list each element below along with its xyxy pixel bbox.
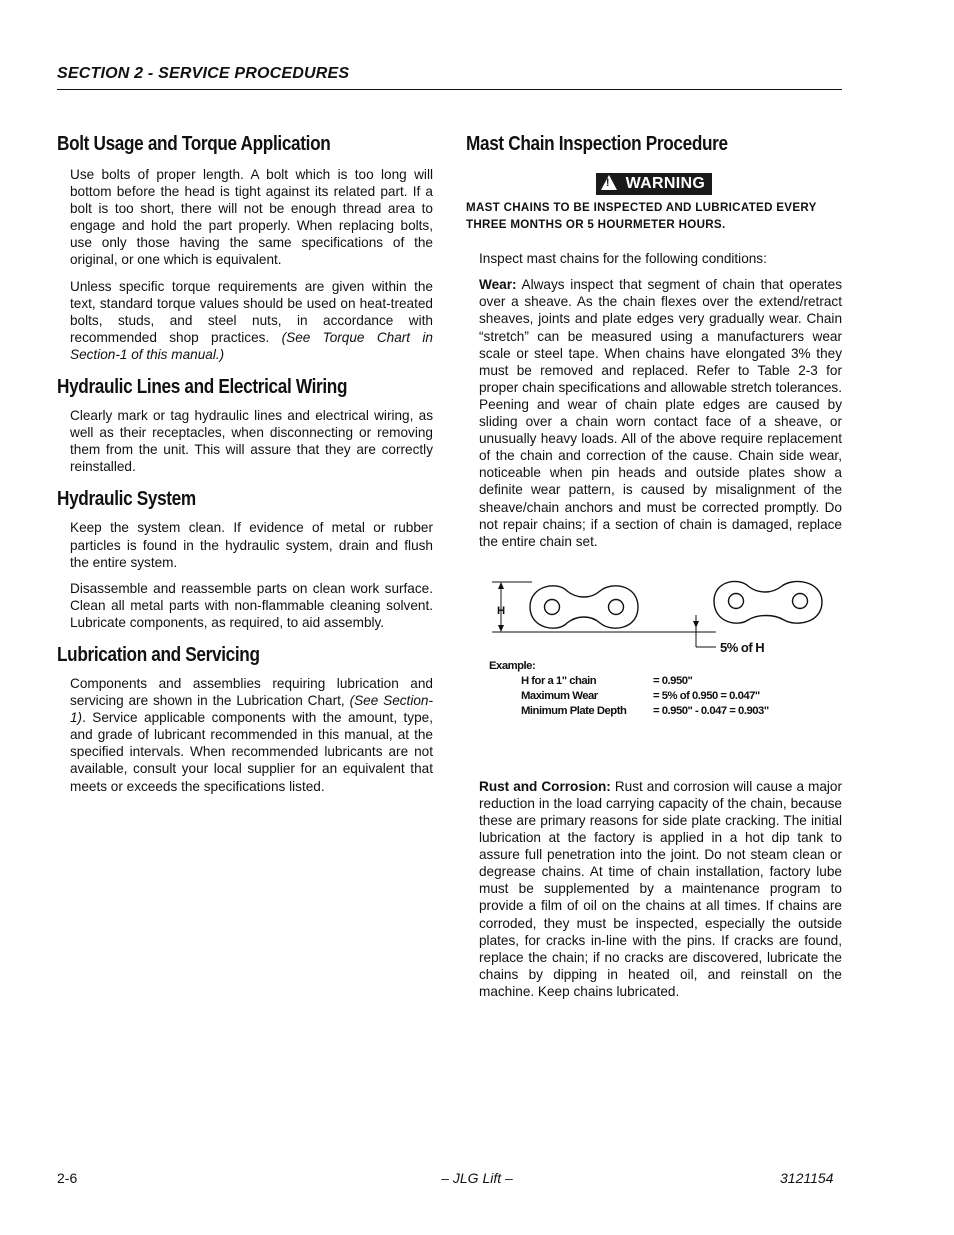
rust-paragraph [466, 778, 842, 1000]
header-rule [57, 89, 842, 90]
pin-hole-icon [609, 599, 624, 614]
h-label: H [497, 604, 505, 617]
heading-hydraulic-system: Hydraulic System [57, 488, 196, 511]
lubrication-text-b: . Service applicable components with the amount, type, and grade of lubricant recommended in this manual, at the specified intervals. When recommended lubricants are not available, consult your local supplier for an equivalent that meets or exceeds the specifications listed. [70, 710, 433, 794]
bolt-paragraph-2-text: Unless specific torque requirements are given within the text, standard torque values should be used on heat-treated bolts, studs, and steel nuts, in accordance with recommended shop practices. [70, 278, 433, 345]
chain-link-diagram [466, 577, 842, 672]
lubrication-paragraph [57, 675, 433, 795]
heading-bolt-usage: Bolt Usage and Torque Application [57, 133, 331, 155]
inspection-intro: Inspect mast chains for the following conditions: [479, 251, 767, 267]
pin-hole-icon [729, 593, 744, 608]
example-row-value: = 0.950" - 0.047 = 0.903" [653, 704, 769, 717]
warning-text: MAST CHAINS TO BE INSPECTED AND LUBRICATED EVERY THREE MONTHS OR 5 HOURMETER HOURS. [466, 201, 817, 231]
heading-hydraulic-lines: Hydraulic Lines and Electrical Wiring [57, 376, 348, 399]
rust-text: Rust and corrosion will cause a major reduction in the load carrying capacity of the chain, because these are primary reasons for side plate cracking. The initial lubrication at the factory is applied in a hot dip tank to assure full penetration into the joint. Do not steam clean or degrease chains. At time of chain installation, factory lube must be supplemented by a maintenance program to provide a film of oil on the chains at all times. If chains are corroded, they must be inspected, especially the outside plates, for cracks in-line with the pins. If cracks are found, replace the chain; if no cracks are discovered, lubricate the chains by dipping in heated oil, and reinstall on the machine. Keep chains lubricated. [479, 778, 843, 999]
footer-doc-number: 3121154 [780, 1170, 834, 1186]
heading-mast-chain: Mast Chain Inspection Procedure [466, 133, 728, 155]
hydraulic-system-paragraph-2: Disassemble and reassemble parts on clean work surface. Clean all metal parts with non-flammable cleaning solvent. Lubricate components, as required, to aid assembly. [70, 580, 433, 630]
torque-chart-reference: (See Torque Chart in Section-1 of this manual.) [70, 329, 433, 362]
lubrication-text-a: Components and assemblies requiring lubrication and servicing are shown in the Lubrication Chart, [70, 675, 433, 709]
section-header-title: SECTION 2 - SERVICE PROCEDURES [57, 65, 350, 82]
footer-page-number: 2-6 [57, 1170, 78, 1186]
bolt-paragraph-1: Use bolts of proper length. A bolt which is too long will bottom before the head is tight against its related part. If a bolt is too short, there will not be enough thread area to engage and hold the part properly. When replacing bolts, use only those having the same specifications of the original, or one which is equivalent. [70, 167, 433, 268]
example-row-value: = 0.950" [653, 674, 693, 687]
example-row-value: = 5% of 0.950 = 0.047" [653, 689, 760, 702]
h-arrow-top [498, 582, 504, 589]
rust-label: Rust and Corrosion: [479, 778, 611, 794]
hydraulic-lines-paragraph: Clearly mark or tag hydraulic lines and electrical wiring, as well as their receptacles, when disconnecting or removing them from the unit. This will assure that they are correctly reinstalled. [70, 408, 433, 475]
footer-brand: – JLG Lift – [441, 1170, 513, 1186]
chain-wear-figure [466, 577, 842, 757]
h-arrow-bottom [498, 625, 504, 632]
chain-link-worn [714, 581, 822, 623]
heading-lubrication: Lubrication and Servicing [57, 643, 260, 666]
wear-arrow [693, 621, 699, 628]
example-row-label: Minimum Plate Depth [521, 704, 627, 717]
pin-hole-icon [545, 599, 560, 614]
warning-triangle-icon: ! [601, 175, 617, 190]
chain-link-new [530, 586, 638, 628]
hydraulic-system-paragraph-1: Keep the system clean. If evidence of metal or rubber particles is found in the hydraulic system, drain and flush the entire system. [70, 520, 433, 570]
left-column [57, 130, 433, 795]
wear-paragraph [466, 276, 842, 550]
warning-label: WARNING [625, 175, 706, 192]
pin-hole-icon [793, 593, 808, 608]
example-row-label: H for a 1" chain [521, 674, 597, 687]
five-percent-label: 5% of H [720, 639, 765, 655]
right-column [466, 130, 842, 1000]
warning-box [596, 173, 712, 195]
example-label: Example: [489, 659, 536, 672]
example-row-label: Maximum Wear [521, 689, 598, 702]
lubrication-chart-reference: (See Section-1) [70, 693, 433, 726]
bolt-paragraph-2 [57, 278, 433, 363]
wear-text: Always inspect that segment of chain that operates over a sheave. As the chain flexes over the extend/retract sheaves, joints and plate edges very gradually wear. Chain “stretch” can be measured using a manufacturers wear scale or steel tape. When chains have elongated 3% they must be removed and replaced. Refer to Table 2-3 for proper chain specifications and allowable stretch tolerances. Peening and wear of chain plate edges are caused by sliding over a chain worn contact face of a sheave, or unusually heavy loads. All of the above require replacement of the chain and correction of the cause. Chain side wear, noticeable when pin heads and outside plates show a definite wear pattern, is caused by misalignment of the sheave/chain anchors and must be corrected promptly. Do not repair chains; if a section of chain is damaged, replace the entire chain set. [479, 277, 842, 549]
warning-banner [466, 173, 842, 195]
wear-label: Wear: [479, 277, 517, 293]
